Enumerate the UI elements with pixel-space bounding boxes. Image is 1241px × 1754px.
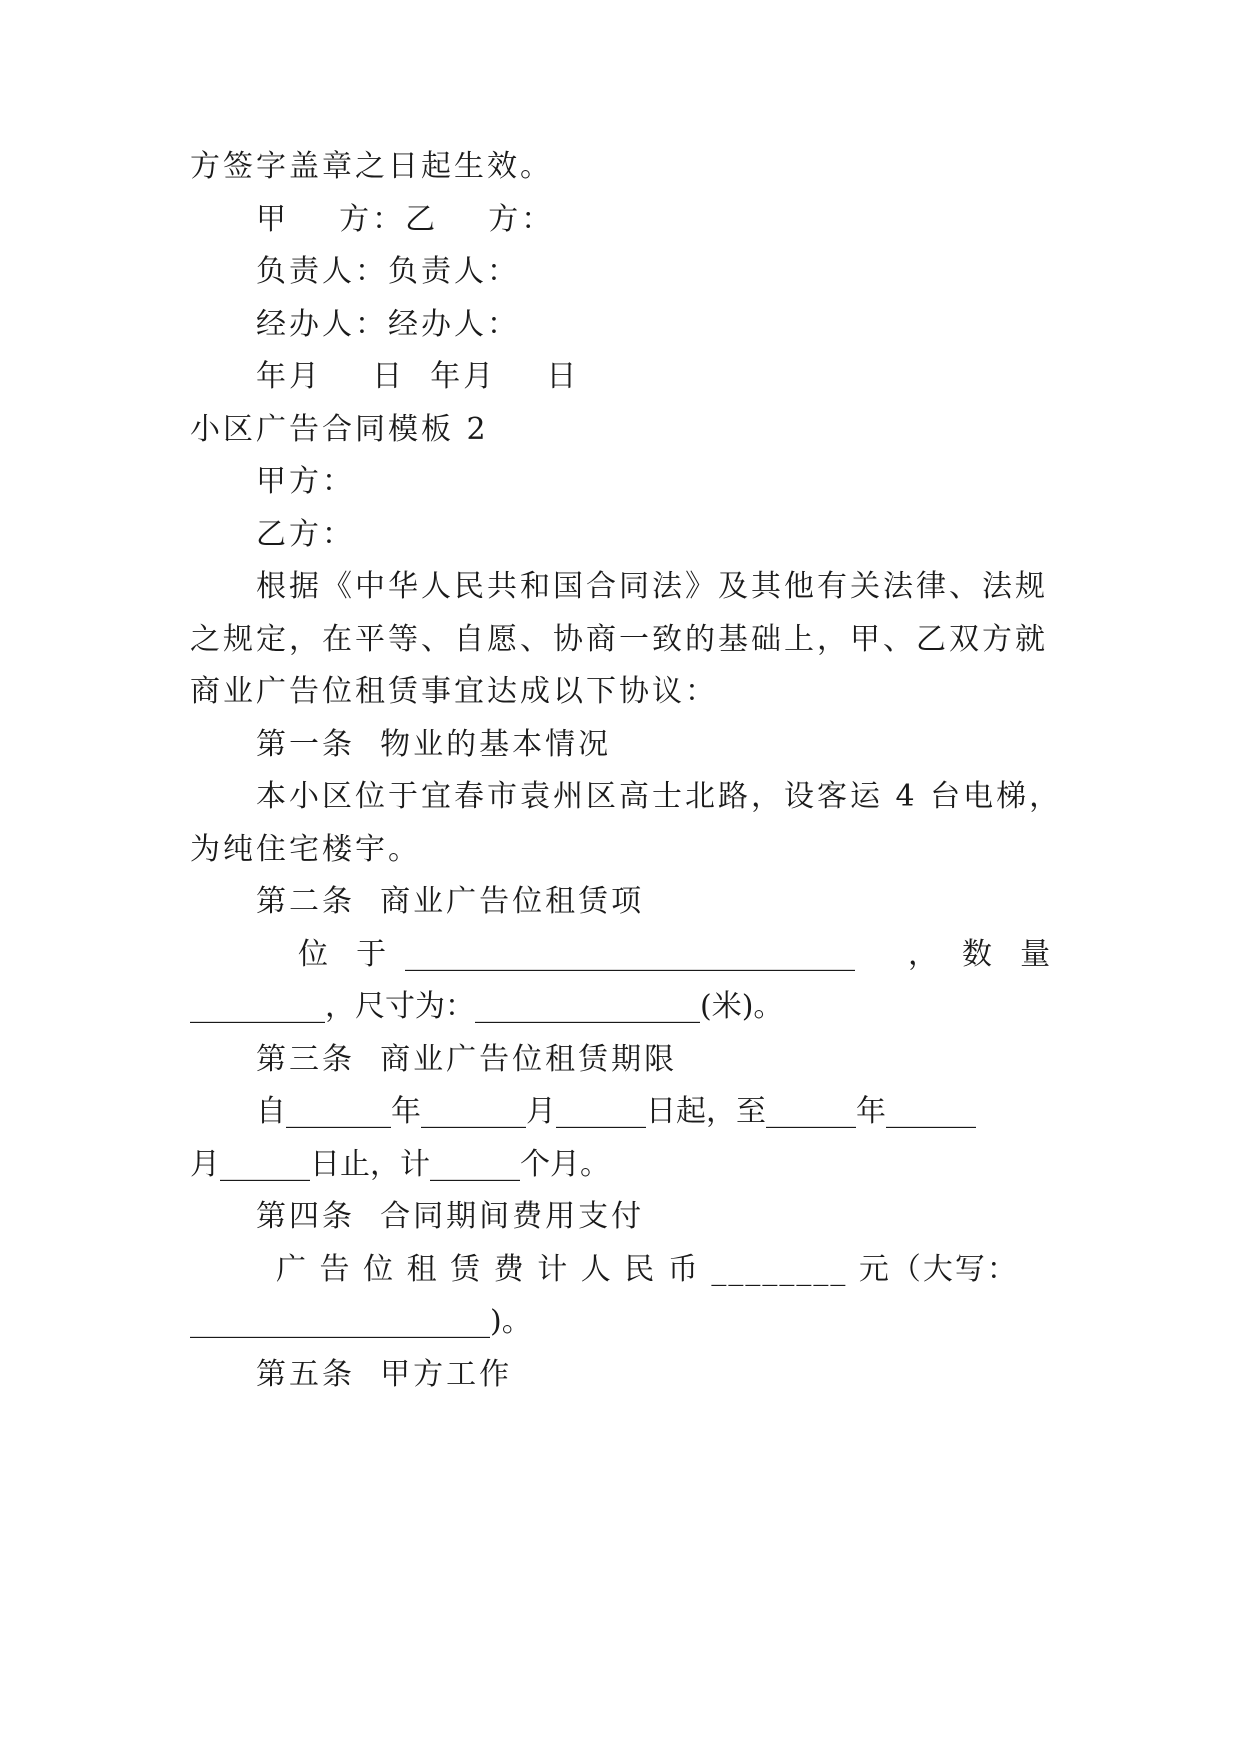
article-heading: 第三条 商业广告位租赁期限 xyxy=(256,1042,678,1077)
text-line: 本小区位于宜春市袁州区高士北路，设客运 4 台电梯， xyxy=(256,779,1063,814)
signature-date-line: 年月 日 年月 日 xyxy=(256,359,580,394)
section-title: 小区广告合同模板 2 xyxy=(190,412,489,447)
text-line: 之规定，在平等、自愿、协商一致的基础上，甲、乙双方就 xyxy=(190,622,1048,657)
text-line: 根据《中华人民共和国合同法》及其他有关法律、法规 xyxy=(256,569,1048,604)
article-heading: 第一条 物业的基本情况 xyxy=(256,727,612,762)
location-label: 位 于 xyxy=(298,937,390,972)
text-line: 月______日止，计______个月。 xyxy=(190,1147,610,1182)
text-line: ____________________)。 xyxy=(190,1304,532,1339)
text-line: 为纯住宅楼宇。 xyxy=(190,832,421,867)
text-line: 广 告 位 租 赁 费 计 人 民 币 ________ 元（大写： xyxy=(276,1252,1019,1287)
article-heading: 第二条 商业广告位租赁项 xyxy=(256,884,645,919)
text-line: _________，尺寸为：_______________(米)。 xyxy=(190,989,784,1024)
signature-manager-line: 负责人：负责人： xyxy=(256,254,520,289)
party-b-line: 乙方： xyxy=(256,517,355,552)
location-blank: ______________________________ xyxy=(405,937,855,972)
comma: ， xyxy=(908,937,941,972)
text-line: 商业广告位租赁事宜达成以下协议： xyxy=(190,674,718,709)
article-heading: 第五条 甲方工作 xyxy=(256,1357,513,1392)
signature-agent-line: 经办人：经办人： xyxy=(256,307,520,342)
signature-party-line: 甲 方：乙 方： xyxy=(256,202,555,237)
text-line: 方签字盖章之日起生效。 xyxy=(190,149,553,184)
article-heading: 第四条 合同期间费用支付 xyxy=(256,1199,645,1234)
quantity-label: 数 量 xyxy=(962,937,1054,972)
party-a-line: 甲方： xyxy=(256,464,355,499)
text-line: 自_______年_______月______日起，至______年______ xyxy=(256,1094,976,1129)
